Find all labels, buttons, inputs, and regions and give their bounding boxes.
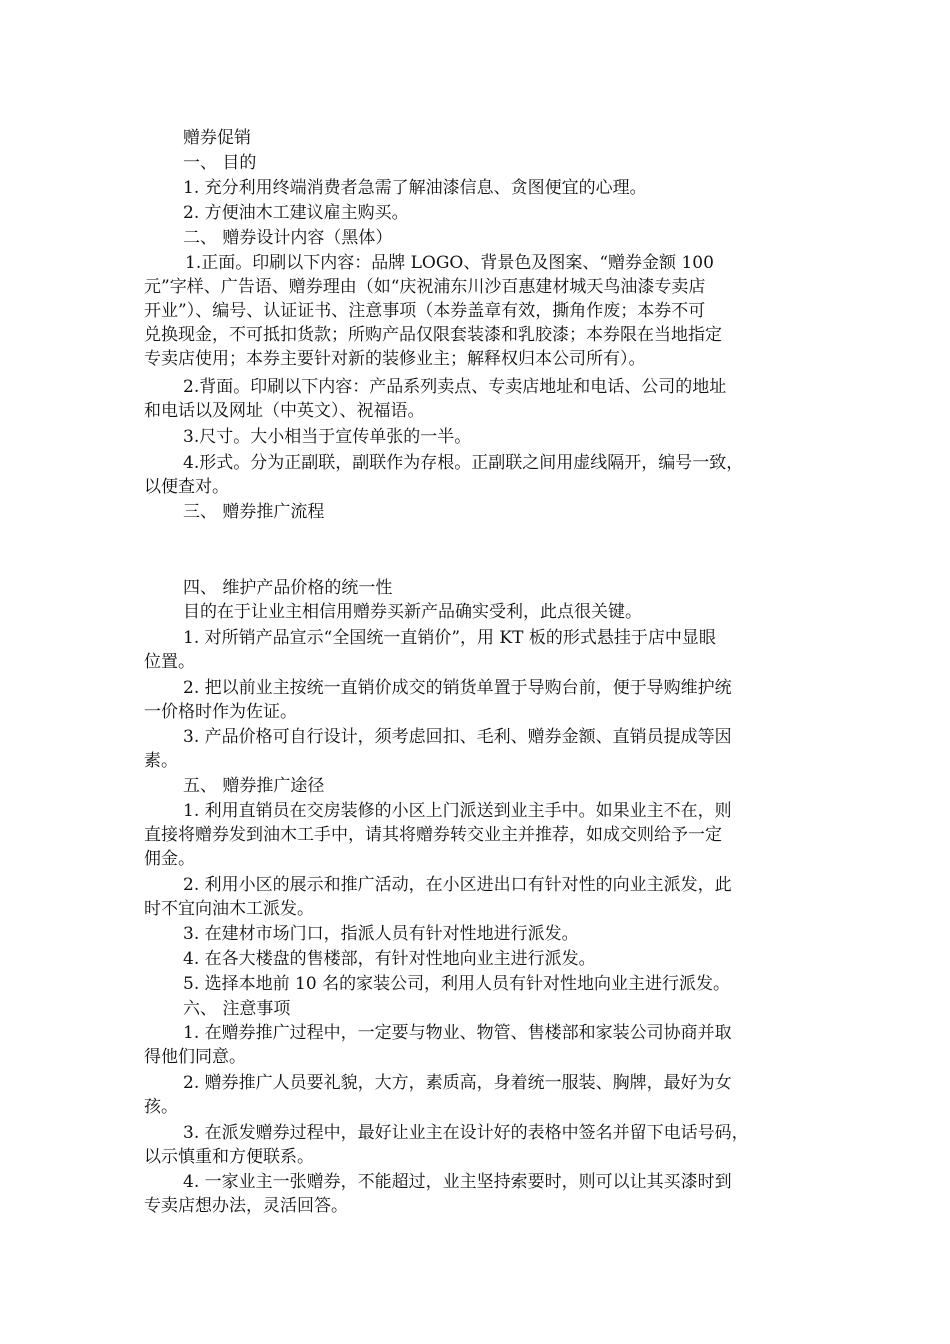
paragraph-line: 2. 把以前业主按统一直销价成交的销货单置于导购台前，便于导购维护统 [183,678,732,698]
section-heading: 一、 目的 [183,153,257,173]
paragraph-line: 1. 利用直销员在交房装修的小区上门派送到业主手中。如果业主不在，则 [183,801,732,821]
paragraph-line: 以示慎重和方便联系。 [144,1147,314,1167]
paragraph-line: 1. 对所销产品宣示“全国统一直销价”，用 KT 板的形式悬挂于店中显眼 [183,628,716,648]
section-heading: 五、 赠券推广途径 [183,776,325,796]
paragraph-line: 4. 在各大楼盘的售楼部，有针对性地向业主进行派发。 [183,949,596,969]
section-heading: 三、 赠券推广流程 [183,502,325,522]
paragraph-line: 3. 在派发赠券过程中，最好让业主在设计好的表格中签名并留下电话号码， [183,1123,749,1143]
paragraph-line: 和电话以及网址（中英文）、祝福语。 [144,401,425,421]
paragraph-line: 元”字样、广告语、赠券理由（如“庆祝浦东川沙百惠建材城天鸟油漆专卖店 [144,277,706,297]
paragraph-line: 2. 利用小区的展示和推广活动，在小区进出口有针对性的向业主派发，此 [183,875,732,895]
paragraph-line: 3.尺寸。大小相当于宣传单张的一半。 [183,427,472,447]
paragraph-line: 开业”）、编号、认证证书、注意事项（本券盖章有效，撕角作废；本券不可 [144,301,706,321]
paragraph-line: 素。 [144,751,178,771]
paragraph-line: 5. 选择本地前 10 名的家装公司，利用人员有针对性地向业主进行派发。 [183,974,731,994]
paragraph-line: 2.背面。印刷以下内容：产品系列卖点、专卖店地址和电话、公司的地址 [183,377,727,397]
paragraph-line: 时不宜向油木工派发。 [144,899,314,919]
section-heading: 六、 注意事项 [183,999,291,1019]
paragraph-line: 直接将赠券发到油木工手中，请其将赠券转交业主并推荐，如成交则给予一定 [144,825,722,845]
paragraph-line: 2. 赠券推广人员要礼貌，大方，素质高，身着统一服装、胸牌，最好为女 [183,1073,732,1093]
paragraph-line: 4. 一家业主一张赠券，不能超过，业主坚持索要时，则可以让其买漆时到 [183,1172,732,1192]
paragraph-line: 1. 在赠券推广过程中，一定要与物业、物管、售楼部和家装公司协商并取 [183,1023,732,1043]
document-title: 赠券促销 [183,128,251,148]
paragraph-line: 一价格时作为佐证。 [144,702,297,722]
section-heading: 二、 赠券设计内容（黑体） [183,228,393,248]
paragraph-line: 4.形式。分为正副联，副联作为存根。正副联之间用虚线隔开，编号一致， [183,453,744,473]
paragraph-line: 2. 方便油木工建议雇主购买。 [183,203,409,223]
paragraph-line: 1.正面。印刷以下内容：品牌 LOGO、背景色及图案、“赠券金额 100 [185,253,714,273]
section-heading: 四、 维护产品价格的统一性 [183,578,393,598]
paragraph-line: 位置。 [144,652,195,672]
paragraph-line: 佣金。 [144,849,195,869]
paragraph-line: 专卖店使用；本券主要针对新的装修业主；解释权归本公司所有）。 [144,349,646,369]
paragraph-line: 得他们同意。 [144,1047,246,1067]
paragraph-line: 专卖店想办法，灵活回答。 [144,1196,348,1216]
paragraph-line: 以便查对。 [144,477,229,497]
paragraph-line: 孩。 [144,1097,178,1117]
paragraph-line: 3. 产品价格可自行设计，须考虑回扣、毛利、赠券金额、直销员提成等因 [183,727,732,747]
paragraph-line: 3. 在建材市场门口，指派人员有针对性地进行派发。 [183,924,579,944]
paragraph-line: 目的在于让业主相信用赠券买新产品确实受利，此点很关键。 [183,602,642,622]
paragraph-line: 兑换现金，不可抵扣货款；所购产品仅限套装漆和乳胶漆；本券限在当地指定 [144,325,722,345]
paragraph-line: 1. 充分利用终端消费者急需了解油漆信息、贪图便宜的心理。 [183,178,647,198]
